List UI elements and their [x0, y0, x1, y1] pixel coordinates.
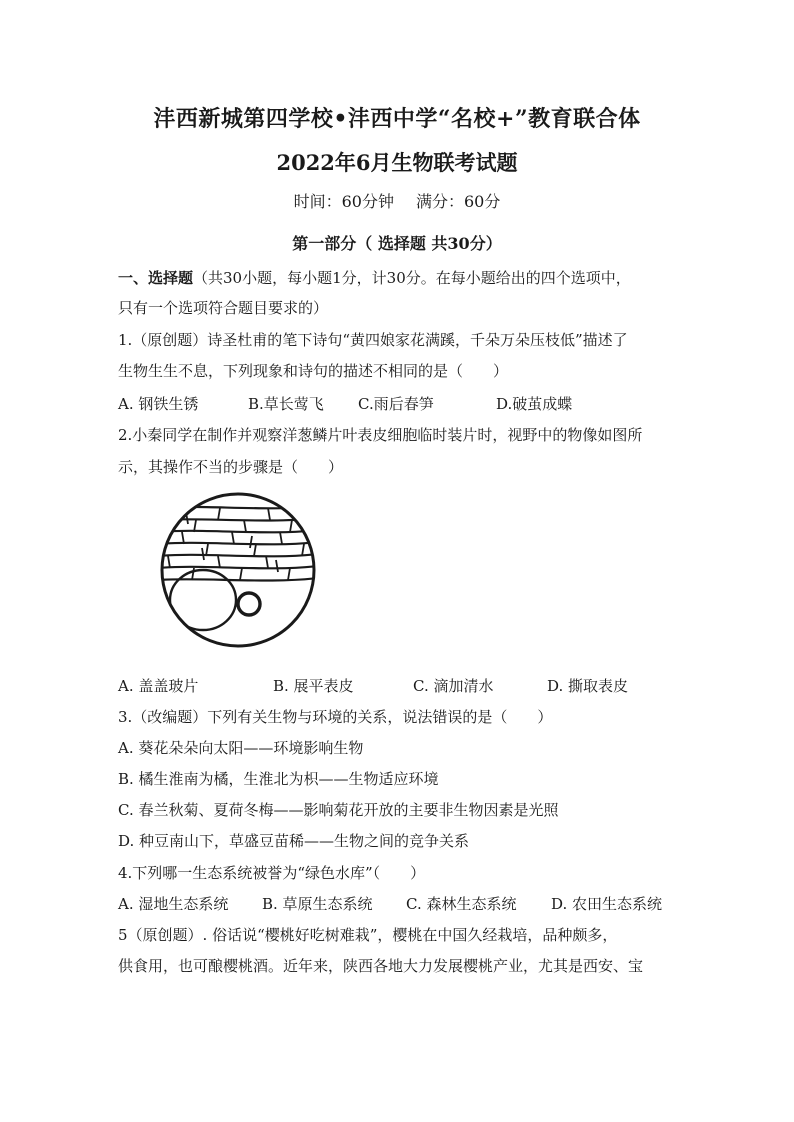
q4-option-d: D. 农田生态系统 [551, 895, 663, 913]
q1-option-d: D.破茧成蝶 [496, 395, 573, 413]
time-label: 时间：60分钟 [293, 192, 394, 211]
question-4-line1: 4.下列哪一生态系统被誉为“绿色水库”（ ） [118, 864, 426, 882]
cell-layer-line-1 [158, 506, 318, 508]
score-label: 满分：60分 [416, 192, 501, 211]
cell-layer-line-6 [158, 566, 318, 568]
q4-option-c: C. 森林生态系统 [406, 895, 517, 913]
q2-option-d: D. 撕取表皮 [547, 677, 629, 695]
section-heading-bold: 一、选择题 [118, 269, 194, 287]
question-1-line2: 生物生生不息，下列现象和诗句的描述不相同的是（ ） [118, 362, 509, 380]
question-1-line1: 1.（原创题）诗圣杜甫的笔下诗句“黄四娘家花满蹊，千朵万朵压枝低”描述了 [118, 331, 628, 349]
section-heading-rest: （共30小题，每小题1分，计30分。在每小题给出的四个选项中， [193, 269, 631, 287]
field-of-view-circle [162, 494, 314, 646]
q3-option-d: D. 种豆南山下，草盛豆苗稀——生物之间的竞争关系 [118, 832, 470, 850]
small-air-bubble [238, 593, 260, 615]
exam-info [0, 189, 794, 212]
part-title: 第一部分（ 选择题 共30分） [292, 234, 502, 253]
cell-layer-line-5 [158, 554, 318, 556]
question-3-line1: 3.（改编题）下列有关生物与环境的关系，说法错误的是（ ） [118, 708, 553, 726]
section-heading-line2: 只有一个选项符合题目要求的） [118, 299, 329, 317]
exam-subtitle: 2022年6月生物联考试题 [276, 150, 518, 175]
cell-layer-line-7 [158, 578, 318, 581]
q3-option-c: C. 春兰秋菊、夏荷冬梅——影响菊花开放的主要非生物因素是光照 [118, 801, 559, 819]
q1-option-a: A. 钢铁生锈 [118, 395, 199, 413]
exam-title: 沣西新城第四学校•沣西中学“名校+”教育联合体 [153, 106, 641, 132]
q4-option-b: B. 草原生态系统 [262, 895, 373, 913]
q2-option-b: B. 展平表皮 [273, 677, 354, 695]
q2-option-a: A. 盖盖玻片 [118, 677, 199, 695]
section-heading [118, 267, 631, 289]
cell-layer-line-3 [158, 530, 318, 532]
q4-option-a: A. 湿地生态系统 [118, 895, 229, 913]
cell-layer-line-4 [158, 542, 318, 544]
q3-option-b: B. 橘生淮南为橘，生淮北为枳——生物适应环境 [118, 770, 439, 788]
question-2-line1: 2.小秦同学在制作并观察洋葱鳞片叶表皮细胞临时装片时，视野中的物像如图所 [118, 426, 643, 444]
microscope-view-figure [158, 490, 318, 650]
q3-option-a: A. 葵花朵朵向太阳——环境影响生物 [118, 739, 364, 757]
question-5-line1: 5（原创题）. 俗话说“樱桃好吃树难栽”，樱桃在中国久经栽培，品种颇多， [118, 926, 618, 944]
q1-option-c: C.雨后春笋 [358, 395, 434, 413]
question-2-line2: 示，其操作不当的步骤是（ ） [118, 458, 344, 476]
q1-option-b: B.草长莺飞 [248, 395, 324, 413]
q2-option-c: C. 滴加清水 [413, 677, 494, 695]
question-5-line2: 供食用，也可酿樱桃酒。近年来，陕西各地大力发展樱桃产业，尤其是西安、宝 [118, 957, 644, 975]
